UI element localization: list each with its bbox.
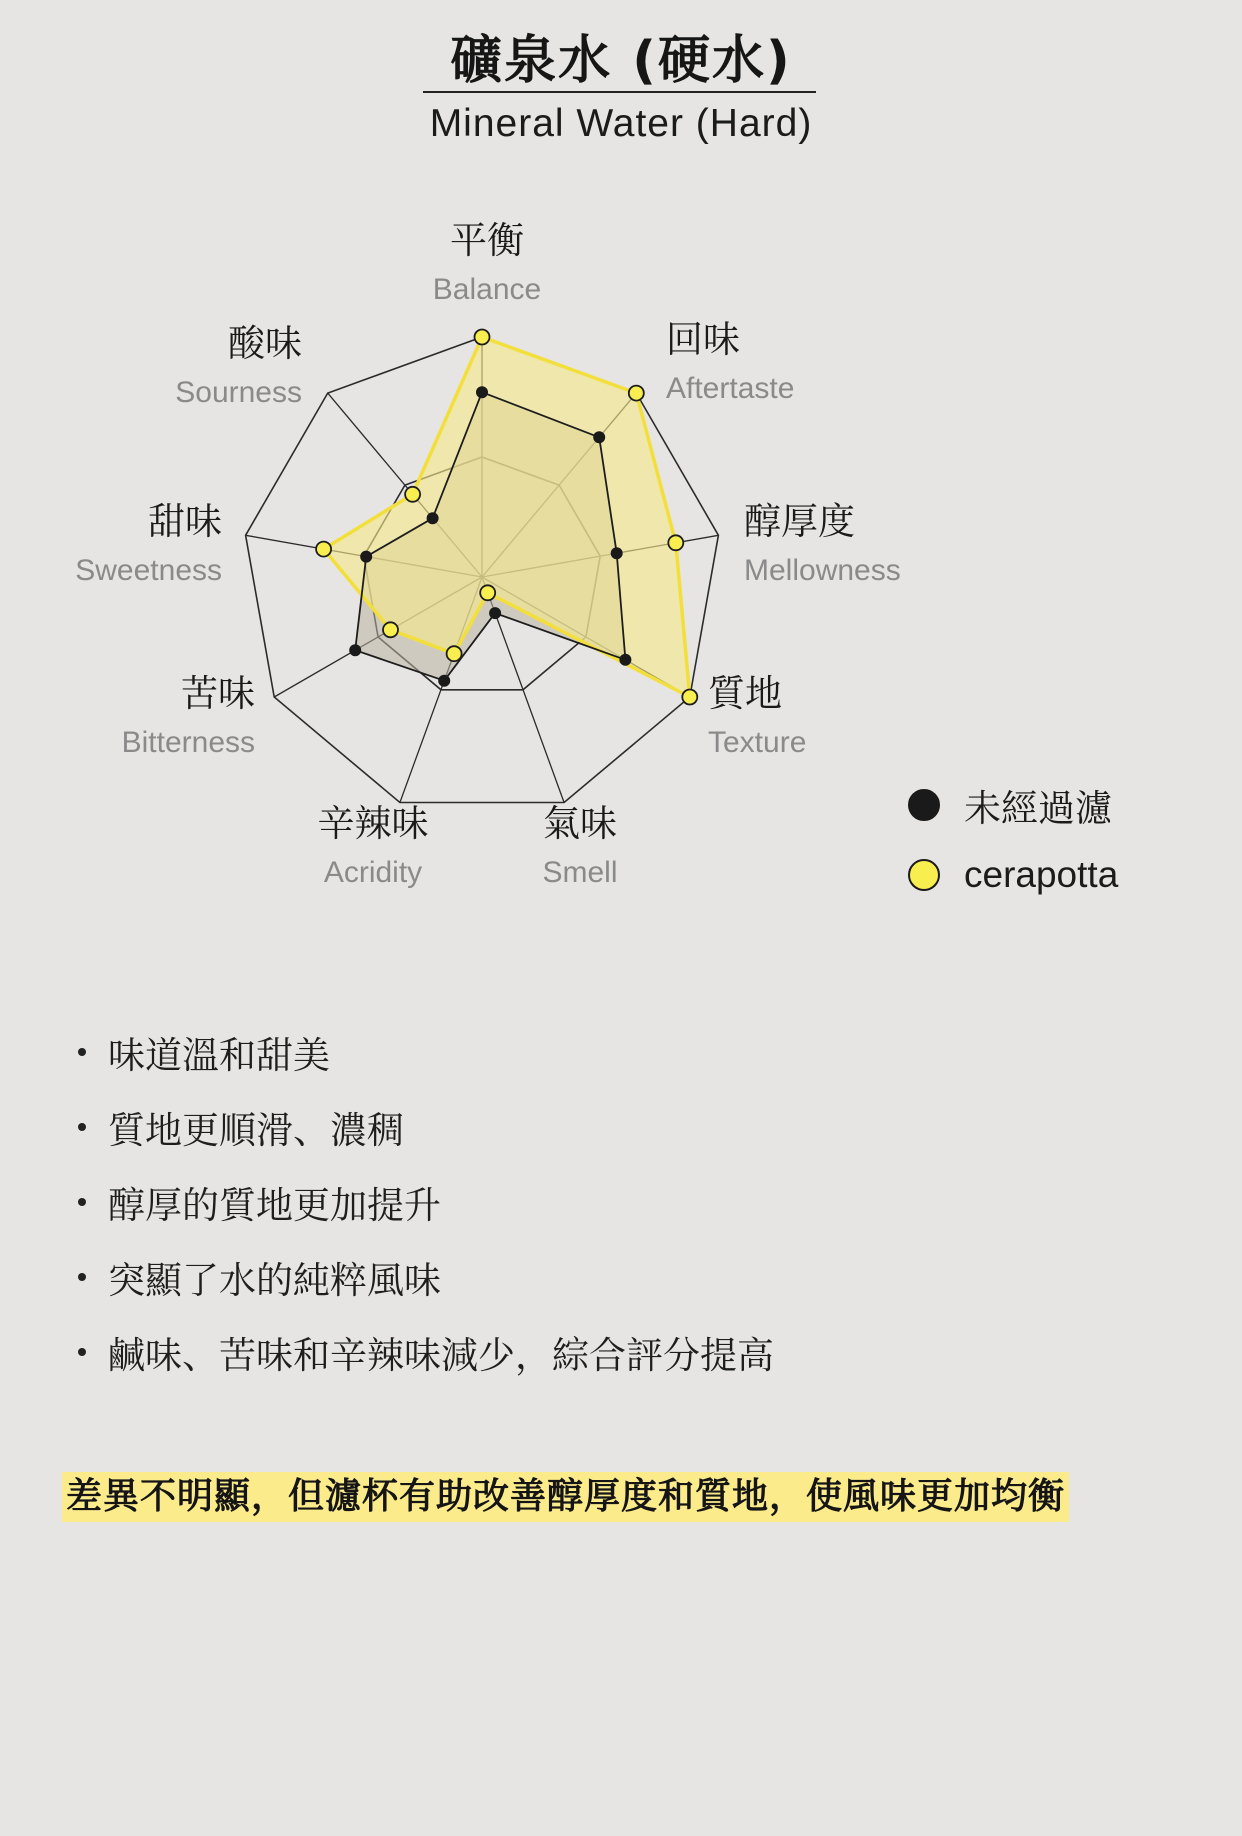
bullet-dot <box>78 1123 86 1131</box>
legend-item-unfiltered <box>908 770 1118 840</box>
unfiltered-point <box>349 644 361 656</box>
note-item <box>72 1239 774 1314</box>
bullet-dot <box>78 1048 86 1056</box>
axis-label-en: Aftertaste <box>666 372 795 405</box>
axis-label-en: Bitterness <box>121 726 255 759</box>
axis-label-zh: 氣味 <box>543 802 617 845</box>
unfiltered-point <box>619 654 631 666</box>
note-item <box>72 1164 774 1239</box>
bullet-dot <box>78 1198 86 1206</box>
cerapotta-point <box>475 330 490 345</box>
cerapotta-point <box>629 386 644 401</box>
tasting-notes <box>72 1014 774 1389</box>
note-text: 質地更順滑、濃稠 <box>108 1108 404 1152</box>
cerapotta-point <box>668 535 683 550</box>
axis-label-zh: 苦味 <box>181 672 255 715</box>
axis-label-zh: 回味 <box>666 318 740 361</box>
bullet-dot <box>78 1348 86 1356</box>
legend-swatch-unfiltered <box>908 789 940 821</box>
note-item <box>72 1014 774 1089</box>
page-title: 礦泉水 (硬水) <box>450 31 792 91</box>
conclusion-highlight: 差異不明顯，但濾杯有助改善醇厚度和質地，使風味更加均衡 <box>62 1472 1069 1522</box>
axis-label-zh: 醇厚度 <box>744 500 855 543</box>
unfiltered-point <box>427 512 439 524</box>
note-text: 醇厚的質地更加提升 <box>108 1183 441 1227</box>
axis-label-en: Balance <box>432 273 542 306</box>
axis-label-en: Sourness <box>175 376 302 409</box>
legend-item-cerapotta <box>908 840 1118 910</box>
axis-label-zh: 質地 <box>708 672 782 715</box>
legend-label-cerapotta: cerapotta <box>964 854 1119 895</box>
note-text: 味道溫和甜美 <box>108 1033 330 1077</box>
note-text: 突顯了水的純粹風味 <box>108 1258 441 1302</box>
bullet-dot <box>78 1273 86 1281</box>
axis-label-zh: 平衡 <box>450 219 524 262</box>
axis-label-en: Texture <box>708 726 807 759</box>
note-item <box>72 1314 774 1389</box>
legend-swatch-cerapotta <box>908 859 940 891</box>
unfiltered-point <box>489 607 501 619</box>
cerapotta-point <box>682 690 697 705</box>
axis-label-en: Acridity <box>323 856 423 889</box>
unfiltered-point <box>611 547 623 559</box>
axis-label-en: Mellowness <box>744 554 901 587</box>
axis-label-en: Smell <box>542 856 618 889</box>
chart-legend <box>908 770 1118 910</box>
unfiltered-point <box>438 675 450 687</box>
cerapotta-point <box>383 622 398 637</box>
cerapotta-point <box>447 646 462 661</box>
note-text: 鹹味、苦味和辛辣味減少，綜合評分提高 <box>108 1333 774 1377</box>
note-item <box>72 1089 774 1164</box>
axis-label-zh: 辛辣味 <box>317 802 429 845</box>
axis-label-zh: 甜味 <box>148 500 222 543</box>
legend-label-unfiltered: 未經過濾 <box>964 787 1112 830</box>
unfiltered-point <box>360 551 372 563</box>
cerapotta-point <box>480 585 495 600</box>
unfiltered-point <box>476 386 488 398</box>
cerapotta-point <box>405 487 420 502</box>
axis-label-zh: 酸味 <box>228 322 302 365</box>
page-subtitle: Mineral Water (Hard) <box>429 102 813 145</box>
unfiltered-point <box>593 431 605 443</box>
axis-label-en: Sweetness <box>75 554 222 587</box>
cerapotta-point <box>316 542 331 557</box>
